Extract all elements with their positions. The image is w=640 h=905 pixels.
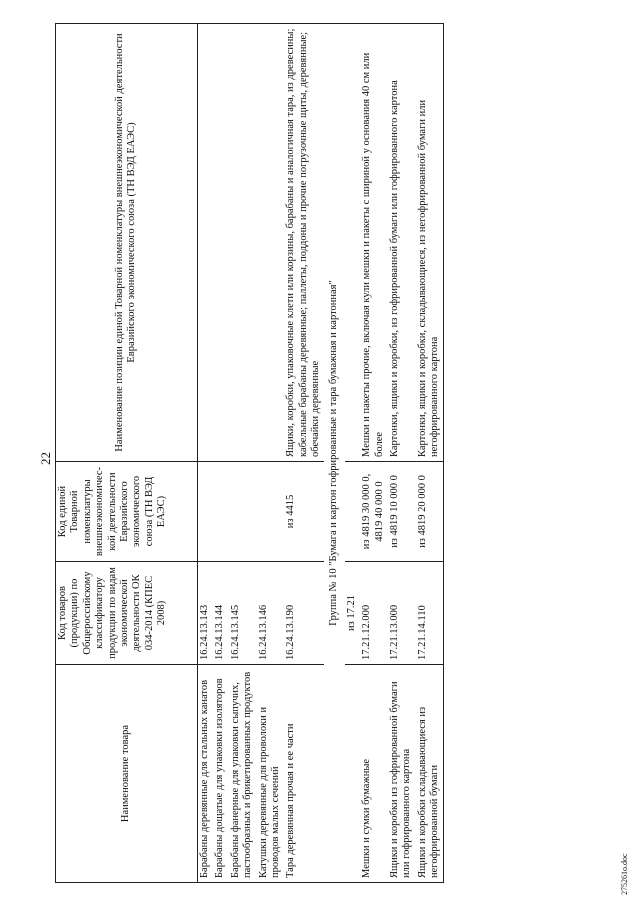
table-row xyxy=(284,24,324,883)
cell-product-name: Тара деревянная прочая и ее части xyxy=(284,665,324,883)
cell-okpd-code: 16.24.13.190 xyxy=(284,562,324,665)
cell-empty xyxy=(345,462,360,562)
cell-tnved-name xyxy=(213,24,228,462)
cell-okpd-code: 16.24.13.143 xyxy=(198,562,214,665)
document-filename: 275261о.doc xyxy=(620,853,629,895)
cell-okpd-code: 16.24.13.146 xyxy=(257,562,285,665)
cell-product-name: Ящики и коробки из гофрированной бумаги или гофрированного картона xyxy=(388,665,416,883)
cell-empty xyxy=(345,665,360,883)
classification-table xyxy=(55,23,444,883)
cell-tnved-code: из 4819 30 000 0, 4819 40 000 0 xyxy=(360,462,388,562)
cell-product-name: Барабаны фанерные для упаковки сыпучих, пастообразных и брикетированных продуктов xyxy=(229,665,257,883)
cell-tnved-code xyxy=(229,462,257,562)
cell-product-name: Барабаны дощатые для упаковки изоляторов xyxy=(213,665,228,883)
cell-okpd-code: 17.21.12.000 xyxy=(360,562,388,665)
table-row xyxy=(416,24,444,883)
header-tnved-code: Код единой Товарной номенклатуры внешнеэкономичес-кой деятельности Евразийского экономического союза (ТН ВЭД ЕАЭС) xyxy=(56,462,198,562)
cell-tnved-name xyxy=(257,24,285,462)
cell-okpd-code: 17.21.13.000 xyxy=(388,562,416,665)
group-title: Группа № 10 "Бумага и картон гофрированные и тара бумажная и картонная" xyxy=(324,24,344,883)
table-row xyxy=(360,24,388,883)
cell-product-name: Барабаны деревянные для стальных канатов xyxy=(198,665,214,883)
cell-tnved-code xyxy=(213,462,228,562)
cell-tnved-name xyxy=(229,24,257,462)
cell-tnved-name: Картонки, ящики и коробки, из гофрированной бумаги или гофрированного картона xyxy=(388,24,416,462)
table-row xyxy=(198,24,214,883)
table-row xyxy=(388,24,416,883)
cell-tnved-name: Ящики, коробки, упаковочные клети или корзины, барабаны и аналогичная тара, из древесины; кабельные барабаны деревянные; паллеты, поддоны и прочие погрузочные щиты, деревянные; обечайки деревянные xyxy=(284,24,324,462)
cell-tnved-code: из 4819 20 000 0 xyxy=(416,462,444,562)
cell-empty xyxy=(345,24,360,462)
group-code-row xyxy=(345,24,360,883)
cell-okpd-code: 17.21.14.110 xyxy=(416,562,444,665)
header-okpd-code: Код товаров (продукции) по Общероссийскому классификатору продукции по видам экономической деятельности ОК 034-2014 (КПЕС 2008) xyxy=(56,562,198,665)
cell-okpd-code: 16.24.13.144 xyxy=(213,562,228,665)
table-header-row xyxy=(56,24,198,883)
table-row xyxy=(257,24,285,883)
cell-tnved-code: из 4819 10 000 0 xyxy=(388,462,416,562)
cell-tnved-code xyxy=(257,462,285,562)
table-row xyxy=(229,24,257,883)
group-heading-row xyxy=(324,24,344,883)
header-product-name: Наименование товара xyxy=(56,665,198,883)
cell-okpd-code: 16.24.13.145 xyxy=(229,562,257,665)
cell-tnved-name: Мешки и пакеты прочие, включая кули мешки и пакеты с шириной у основания 40 см или более xyxy=(360,24,388,462)
cell-product-name: Ящики и коробки складывающиеся из негофрированной бумаги xyxy=(416,665,444,883)
table-row xyxy=(213,24,228,883)
cell-tnved-code xyxy=(198,462,214,562)
cell-product-name: Мешки и сумки бумажные xyxy=(360,665,388,883)
cell-tnved-code: из 4415 xyxy=(284,462,324,562)
header-tnved-name: Наименование позиции единой Товарной номенклатуры внешнеэкономической деятельности Евразийского экономического союза (ТН ВЭД ЕАЭС) xyxy=(56,24,198,462)
cell-tnved-name: Картонки, ящики и коробки, складывающиеся, из негофрированной бумаги или негофрированного картона xyxy=(416,24,444,462)
page-number: 22 xyxy=(38,452,53,465)
cell-tnved-name xyxy=(198,24,214,462)
cell-product-name: Катушки деревянные для проволоки и проводов малых сечений xyxy=(257,665,285,883)
group-code: из 17.21 xyxy=(345,562,360,665)
